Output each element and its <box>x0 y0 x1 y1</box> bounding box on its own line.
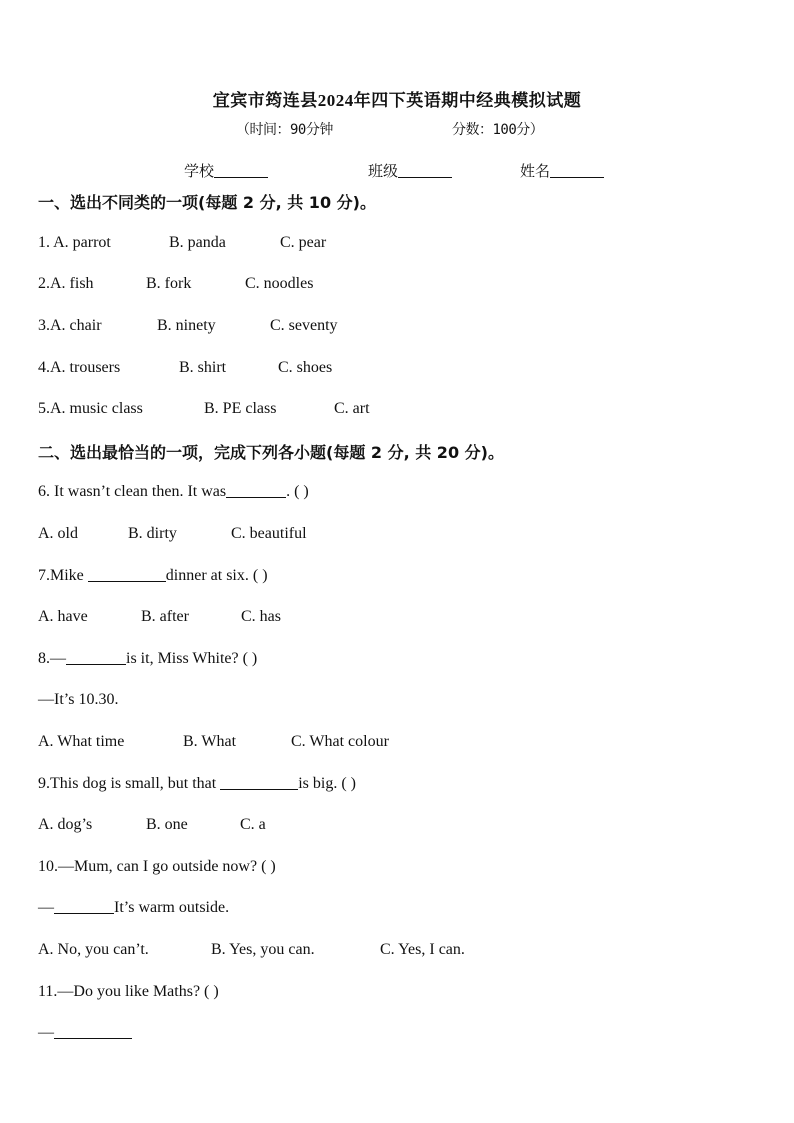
class-blank[interactable] <box>398 163 452 178</box>
answer-blank[interactable] <box>54 899 114 914</box>
stem-text: It’s warm outside. <box>114 899 230 916</box>
stem-text: 7.Mike <box>38 567 84 584</box>
stem-text: dinner at six. ( ) <box>165 567 268 584</box>
option-c[interactable]: C. noodles <box>245 275 314 292</box>
stem-text: 6. It wasn’t clean then. It was <box>38 483 227 500</box>
school-label: 学校 <box>184 162 215 180</box>
option-b[interactable]: B. dirty <box>128 525 177 542</box>
question-3 <box>38 317 338 335</box>
stem-text: — <box>38 1024 54 1041</box>
question-7-stem <box>38 567 268 585</box>
exam-time: （时间：90分钟 <box>236 122 333 138</box>
question-8-reply: —It’s 10.30. <box>38 691 119 708</box>
school-field <box>184 160 268 181</box>
option-a[interactable]: 2.A. fish <box>38 275 94 292</box>
answer-blank[interactable] <box>54 1024 132 1039</box>
school-blank[interactable] <box>214 163 268 178</box>
page-title: 宜宾市筠连县2024年四下英语期中经典模拟试题 <box>212 91 582 110</box>
option-b[interactable]: B. panda <box>169 234 226 251</box>
question-7-options <box>38 608 281 626</box>
option-a[interactable]: 5.A. music class <box>38 400 143 417</box>
section-1-heading: 一、选出不同类的一项(每题 2 分, 共 10 分)。 <box>38 193 376 212</box>
stem-text: . ( ) <box>286 483 309 500</box>
option-c[interactable]: C. a <box>240 816 266 833</box>
option-c[interactable]: C. beautiful <box>231 525 307 542</box>
answer-blank[interactable] <box>220 775 298 790</box>
question-1 <box>38 234 326 252</box>
question-2 <box>38 275 313 293</box>
option-c[interactable]: C. seventy <box>270 317 338 334</box>
option-c[interactable]: C. art <box>334 400 370 417</box>
option-a[interactable]: A. have <box>38 608 88 625</box>
name-field <box>520 160 604 181</box>
answer-blank[interactable] <box>88 567 166 582</box>
class-field <box>368 160 452 181</box>
option-c[interactable]: C. has <box>241 608 281 625</box>
option-a[interactable]: 1. A. parrot <box>38 234 111 251</box>
option-c[interactable]: C. What colour <box>291 733 389 750</box>
option-b[interactable]: B. What <box>183 733 237 750</box>
option-a[interactable]: A. What time <box>38 733 125 750</box>
name-label: 姓名 <box>520 162 551 180</box>
question-6-stem <box>38 483 309 501</box>
stem-text: 8.— <box>38 650 66 667</box>
option-c[interactable]: C. Yes, I can. <box>380 941 465 958</box>
option-b[interactable]: B. Yes, you can. <box>211 941 315 958</box>
stem-text: is it, Miss White? ( ) <box>126 650 258 667</box>
question-8-stem <box>38 650 257 668</box>
question-8-options <box>38 733 389 751</box>
option-c[interactable]: C. pear <box>280 234 327 251</box>
question-11-stem: 11.—Do you like Maths? ( ) <box>38 983 219 1000</box>
exam-score: 分数：100分） <box>452 122 544 138</box>
option-a[interactable]: 4.A. trousers <box>38 359 121 376</box>
question-6-options <box>38 525 307 543</box>
question-9-stem <box>38 775 356 793</box>
question-5 <box>38 400 370 418</box>
option-c[interactable]: C. shoes <box>278 359 333 376</box>
class-label: 班级 <box>368 162 399 180</box>
question-10-stem: 10.—Mum, can I go outside now? ( ) <box>38 858 276 875</box>
option-a[interactable]: 3.A. chair <box>38 317 102 334</box>
name-blank[interactable] <box>550 163 604 178</box>
stem-text: is big. ( ) <box>298 775 356 792</box>
option-a[interactable]: A. dog’s <box>38 816 93 833</box>
question-9-options <box>38 816 266 834</box>
option-b[interactable]: B. PE class <box>204 400 277 417</box>
option-b[interactable]: B. shirt <box>179 359 227 376</box>
option-a[interactable]: A. No, you can’t. <box>38 941 149 958</box>
question-10-options <box>38 941 465 959</box>
option-b[interactable]: B. fork <box>146 275 192 292</box>
option-b[interactable]: B. one <box>146 816 188 833</box>
question-11-reply <box>38 1024 132 1042</box>
stem-text: 9.This dog is small, but that <box>38 775 217 792</box>
section-2-heading: 二、选出最恰当的一项，完成下列各小题(每题 2 分, 共 20 分)。 <box>38 443 504 462</box>
question-10-reply <box>38 899 229 917</box>
option-b[interactable]: B. ninety <box>157 317 216 334</box>
option-a[interactable]: A. old <box>38 525 78 542</box>
stem-text: — <box>38 899 54 916</box>
option-b[interactable]: B. after <box>141 608 189 625</box>
answer-blank[interactable] <box>66 650 126 665</box>
question-4 <box>38 359 332 377</box>
answer-blank[interactable] <box>226 483 286 498</box>
